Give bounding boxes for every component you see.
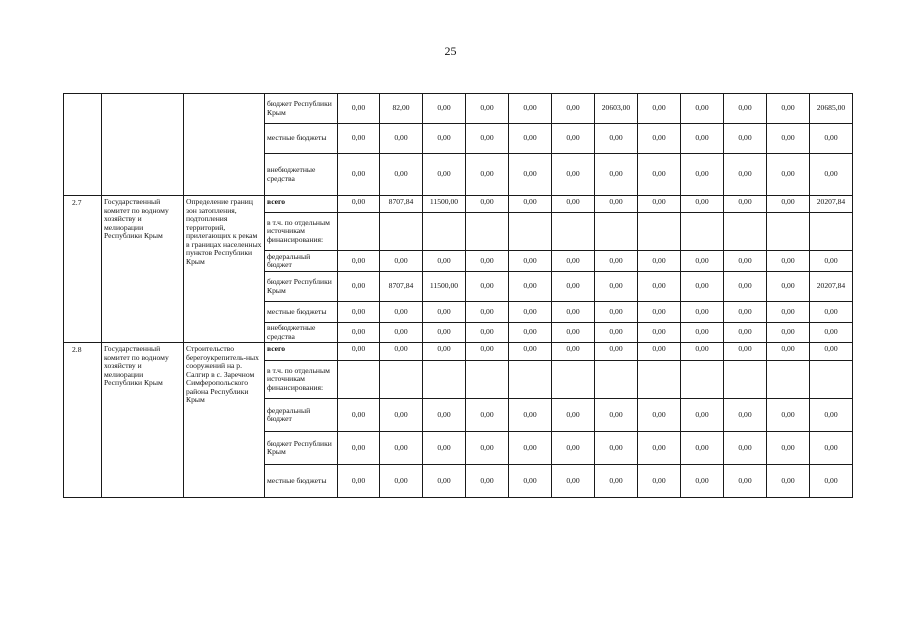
value-cell: 0,00	[595, 399, 638, 432]
value-cell: 0,00	[638, 399, 681, 432]
value-cell: 0,00	[767, 251, 810, 272]
value-cell: 8707,84	[380, 272, 423, 302]
value-cell: 0,00	[681, 343, 724, 361]
value-cell: 0,00	[552, 124, 595, 154]
value-cell: 0,00	[724, 465, 767, 498]
value-cell: 0,00	[810, 251, 853, 272]
value-cell: 0,00	[552, 154, 595, 196]
value-cell: 0,00	[767, 94, 810, 124]
funding-source: внебюджетные средства	[265, 323, 338, 343]
value-cell: 0,00	[380, 399, 423, 432]
value-cell: 0,00	[423, 94, 466, 124]
value-cell: 0,00	[595, 343, 638, 361]
value-cell: 0,00	[466, 94, 509, 124]
value-cell: 0,00	[423, 124, 466, 154]
value-cell: 0,00	[810, 323, 853, 343]
funding-source: бюджет Республики Крым	[265, 272, 338, 302]
value-cell: 0,00	[638, 94, 681, 124]
value-cell: 0,00	[552, 302, 595, 323]
funding-source: бюджет Республики Крым	[265, 432, 338, 465]
value-cell: 0,00	[810, 465, 853, 498]
value-cell: 0,00	[681, 399, 724, 432]
value-cell: 0,00	[724, 94, 767, 124]
value-cell: 0,00	[509, 94, 552, 124]
value-cell: 0,00	[638, 196, 681, 213]
value-cell	[552, 213, 595, 251]
value-cell: 0,00	[595, 302, 638, 323]
value-cell: 0,00	[466, 196, 509, 213]
value-cell: 0,00	[552, 399, 595, 432]
value-cell: 0,00	[638, 154, 681, 196]
value-cell: 0,00	[338, 302, 380, 323]
funding-source: бюджет Республики Крым	[265, 94, 338, 124]
value-cell	[338, 213, 380, 251]
table-row	[64, 196, 853, 213]
value-cell: 0,00	[466, 465, 509, 498]
table-row	[64, 343, 853, 361]
value-cell: 0,00	[466, 323, 509, 343]
value-cell: 0,00	[509, 251, 552, 272]
value-cell: 0,00	[380, 343, 423, 361]
funding-source: местные бюджеты	[265, 302, 338, 323]
value-cell: 0,00	[423, 323, 466, 343]
value-cell: 0,00	[466, 399, 509, 432]
value-cell	[380, 361, 423, 399]
value-cell: 20207,84	[810, 272, 853, 302]
value-cell: 0,00	[380, 302, 423, 323]
value-cell: 0,00	[724, 323, 767, 343]
value-cell: 0,00	[466, 343, 509, 361]
executor-cell: Государственный комитет по водному хозяйству и мелиорации Республики Крым	[102, 343, 184, 498]
value-cell: 0,00	[595, 251, 638, 272]
executor-cell: Государственный комитет по водному хозяйству и мелиорации Республики Крым	[102, 196, 184, 343]
value-cell: 0,00	[767, 399, 810, 432]
funding-source: федеральный бюджет	[265, 399, 338, 432]
value-cell	[466, 361, 509, 399]
task-cell: Строительство берегоукрепитель-ных сооружений на р. Салгир в с. Заречном Симферопольского района Республики Крым	[184, 343, 265, 498]
value-cell: 0,00	[423, 465, 466, 498]
funding-source: внебюджетные средства	[265, 154, 338, 196]
value-cell: 0,00	[724, 251, 767, 272]
value-cell: 0,00	[681, 323, 724, 343]
value-cell: 0,00	[638, 302, 681, 323]
value-cell	[767, 213, 810, 251]
value-cell: 0,00	[380, 154, 423, 196]
value-cell: 0,00	[509, 154, 552, 196]
task-cell	[184, 94, 265, 196]
value-cell: 0,00	[509, 302, 552, 323]
value-cell: 0,00	[767, 343, 810, 361]
funding-source: в т.ч. по отдельным источникам финансирования:	[265, 213, 338, 251]
value-cell: 0,00	[552, 94, 595, 124]
value-cell: 0,00	[466, 251, 509, 272]
value-cell: 0,00	[810, 343, 853, 361]
budget-table-body	[64, 94, 853, 498]
value-cell: 0,00	[767, 124, 810, 154]
value-cell: 0,00	[595, 432, 638, 465]
value-cell: 0,00	[767, 302, 810, 323]
value-cell	[552, 361, 595, 399]
value-cell: 0,00	[767, 323, 810, 343]
value-cell: 0,00	[466, 272, 509, 302]
task-cell: Определение границ зон затопления, подтопления территорий, прилегающих к рекам в границах населенных пунктов Республики Крым	[184, 196, 265, 343]
funding-source: всего	[265, 343, 338, 361]
value-cell: 0,00	[767, 154, 810, 196]
value-cell: 0,00	[466, 124, 509, 154]
value-cell: 0,00	[552, 432, 595, 465]
value-cell	[509, 361, 552, 399]
funding-source: федеральный бюджет	[265, 251, 338, 272]
funding-source: местные бюджеты	[265, 124, 338, 154]
value-cell: 82,00	[380, 94, 423, 124]
value-cell: 0,00	[681, 251, 724, 272]
value-cell: 0,00	[767, 196, 810, 213]
value-cell: 0,00	[638, 432, 681, 465]
value-cell: 0,00	[338, 94, 380, 124]
value-cell: 0,00	[638, 251, 681, 272]
value-cell: 0,00	[595, 323, 638, 343]
value-cell	[338, 361, 380, 399]
value-cell	[423, 361, 466, 399]
value-cell: 0,00	[423, 154, 466, 196]
value-cell: 0,00	[724, 196, 767, 213]
value-cell: 0,00	[810, 399, 853, 432]
value-cell: 0,00	[767, 465, 810, 498]
value-cell: 0,00	[552, 251, 595, 272]
value-cell	[466, 213, 509, 251]
funding-source: всего	[265, 196, 338, 213]
value-cell: 20603,00	[595, 94, 638, 124]
value-cell: 0,00	[509, 196, 552, 213]
value-cell: 0,00	[338, 124, 380, 154]
value-cell: 0,00	[466, 432, 509, 465]
funding-source: местные бюджеты	[265, 465, 338, 498]
value-cell: 0,00	[338, 251, 380, 272]
value-cell: 0,00	[509, 399, 552, 432]
budget-table	[63, 93, 853, 498]
value-cell: 0,00	[380, 251, 423, 272]
value-cell: 0,00	[724, 432, 767, 465]
value-cell: 0,00	[810, 154, 853, 196]
value-cell: 0,00	[681, 196, 724, 213]
value-cell: 20207,84	[810, 196, 853, 213]
value-cell: 0,00	[638, 343, 681, 361]
executor-cell	[102, 94, 184, 196]
value-cell: 0,00	[681, 154, 724, 196]
value-cell	[595, 213, 638, 251]
item-number	[64, 94, 102, 196]
value-cell: 0,00	[423, 302, 466, 323]
value-cell: 0,00	[338, 323, 380, 343]
value-cell: 0,00	[724, 154, 767, 196]
value-cell	[724, 213, 767, 251]
value-cell: 0,00	[338, 196, 380, 213]
value-cell: 0,00	[552, 343, 595, 361]
value-cell: 0,00	[595, 124, 638, 154]
value-cell: 0,00	[681, 432, 724, 465]
value-cell: 0,00	[767, 272, 810, 302]
value-cell: 0,00	[724, 399, 767, 432]
value-cell: 0,00	[423, 399, 466, 432]
value-cell	[380, 213, 423, 251]
value-cell: 11500,00	[423, 196, 466, 213]
value-cell	[423, 213, 466, 251]
value-cell: 0,00	[338, 154, 380, 196]
value-cell: 0,00	[810, 124, 853, 154]
value-cell: 0,00	[552, 465, 595, 498]
table-row	[64, 94, 853, 124]
value-cell: 0,00	[509, 432, 552, 465]
page-number: 25	[444, 44, 457, 58]
value-cell: 0,00	[509, 272, 552, 302]
value-cell: 0,00	[338, 465, 380, 498]
value-cell: 0,00	[681, 272, 724, 302]
value-cell: 20685,00	[810, 94, 853, 124]
value-cell: 0,00	[509, 343, 552, 361]
value-cell: 0,00	[380, 432, 423, 465]
value-cell: 0,00	[338, 399, 380, 432]
value-cell	[810, 361, 853, 399]
value-cell: 0,00	[552, 196, 595, 213]
value-cell: 0,00	[767, 432, 810, 465]
value-cell: 0,00	[724, 343, 767, 361]
value-cell	[638, 213, 681, 251]
value-cell: 0,00	[595, 272, 638, 302]
value-cell: 0,00	[509, 124, 552, 154]
value-cell: 0,00	[380, 323, 423, 343]
value-cell: 0,00	[595, 196, 638, 213]
value-cell: 0,00	[724, 124, 767, 154]
value-cell: 0,00	[595, 465, 638, 498]
value-cell: 0,00	[552, 323, 595, 343]
value-cell: 0,00	[681, 302, 724, 323]
value-cell	[724, 361, 767, 399]
value-cell: 0,00	[724, 302, 767, 323]
value-cell	[767, 361, 810, 399]
value-cell: 0,00	[595, 154, 638, 196]
value-cell: 0,00	[466, 302, 509, 323]
value-cell	[638, 361, 681, 399]
value-cell	[595, 361, 638, 399]
value-cell: 0,00	[338, 343, 380, 361]
value-cell: 0,00	[810, 432, 853, 465]
value-cell: 0,00	[466, 154, 509, 196]
value-cell	[681, 361, 724, 399]
value-cell: 0,00	[423, 343, 466, 361]
value-cell: 0,00	[509, 465, 552, 498]
value-cell: 0,00	[380, 465, 423, 498]
item-number: 2.8	[64, 343, 102, 498]
value-cell: 8707,84	[380, 196, 423, 213]
value-cell: 0,00	[810, 302, 853, 323]
value-cell: 0,00	[724, 272, 767, 302]
value-cell: 0,00	[423, 432, 466, 465]
value-cell: 0,00	[552, 272, 595, 302]
funding-source: в т.ч. по отдельным источникам финансирования:	[265, 361, 338, 399]
value-cell: 0,00	[638, 465, 681, 498]
value-cell: 0,00	[509, 323, 552, 343]
value-cell: 0,00	[638, 124, 681, 154]
value-cell: 0,00	[638, 272, 681, 302]
value-cell: 0,00	[380, 124, 423, 154]
value-cell: 0,00	[681, 465, 724, 498]
value-cell	[681, 213, 724, 251]
value-cell: 0,00	[681, 124, 724, 154]
value-cell: 0,00	[338, 272, 380, 302]
item-number: 2.7	[64, 196, 102, 343]
value-cell	[509, 213, 552, 251]
value-cell: 0,00	[638, 323, 681, 343]
value-cell: 0,00	[681, 94, 724, 124]
value-cell: 0,00	[423, 251, 466, 272]
value-cell: 0,00	[338, 432, 380, 465]
value-cell	[810, 213, 853, 251]
value-cell: 11500,00	[423, 272, 466, 302]
